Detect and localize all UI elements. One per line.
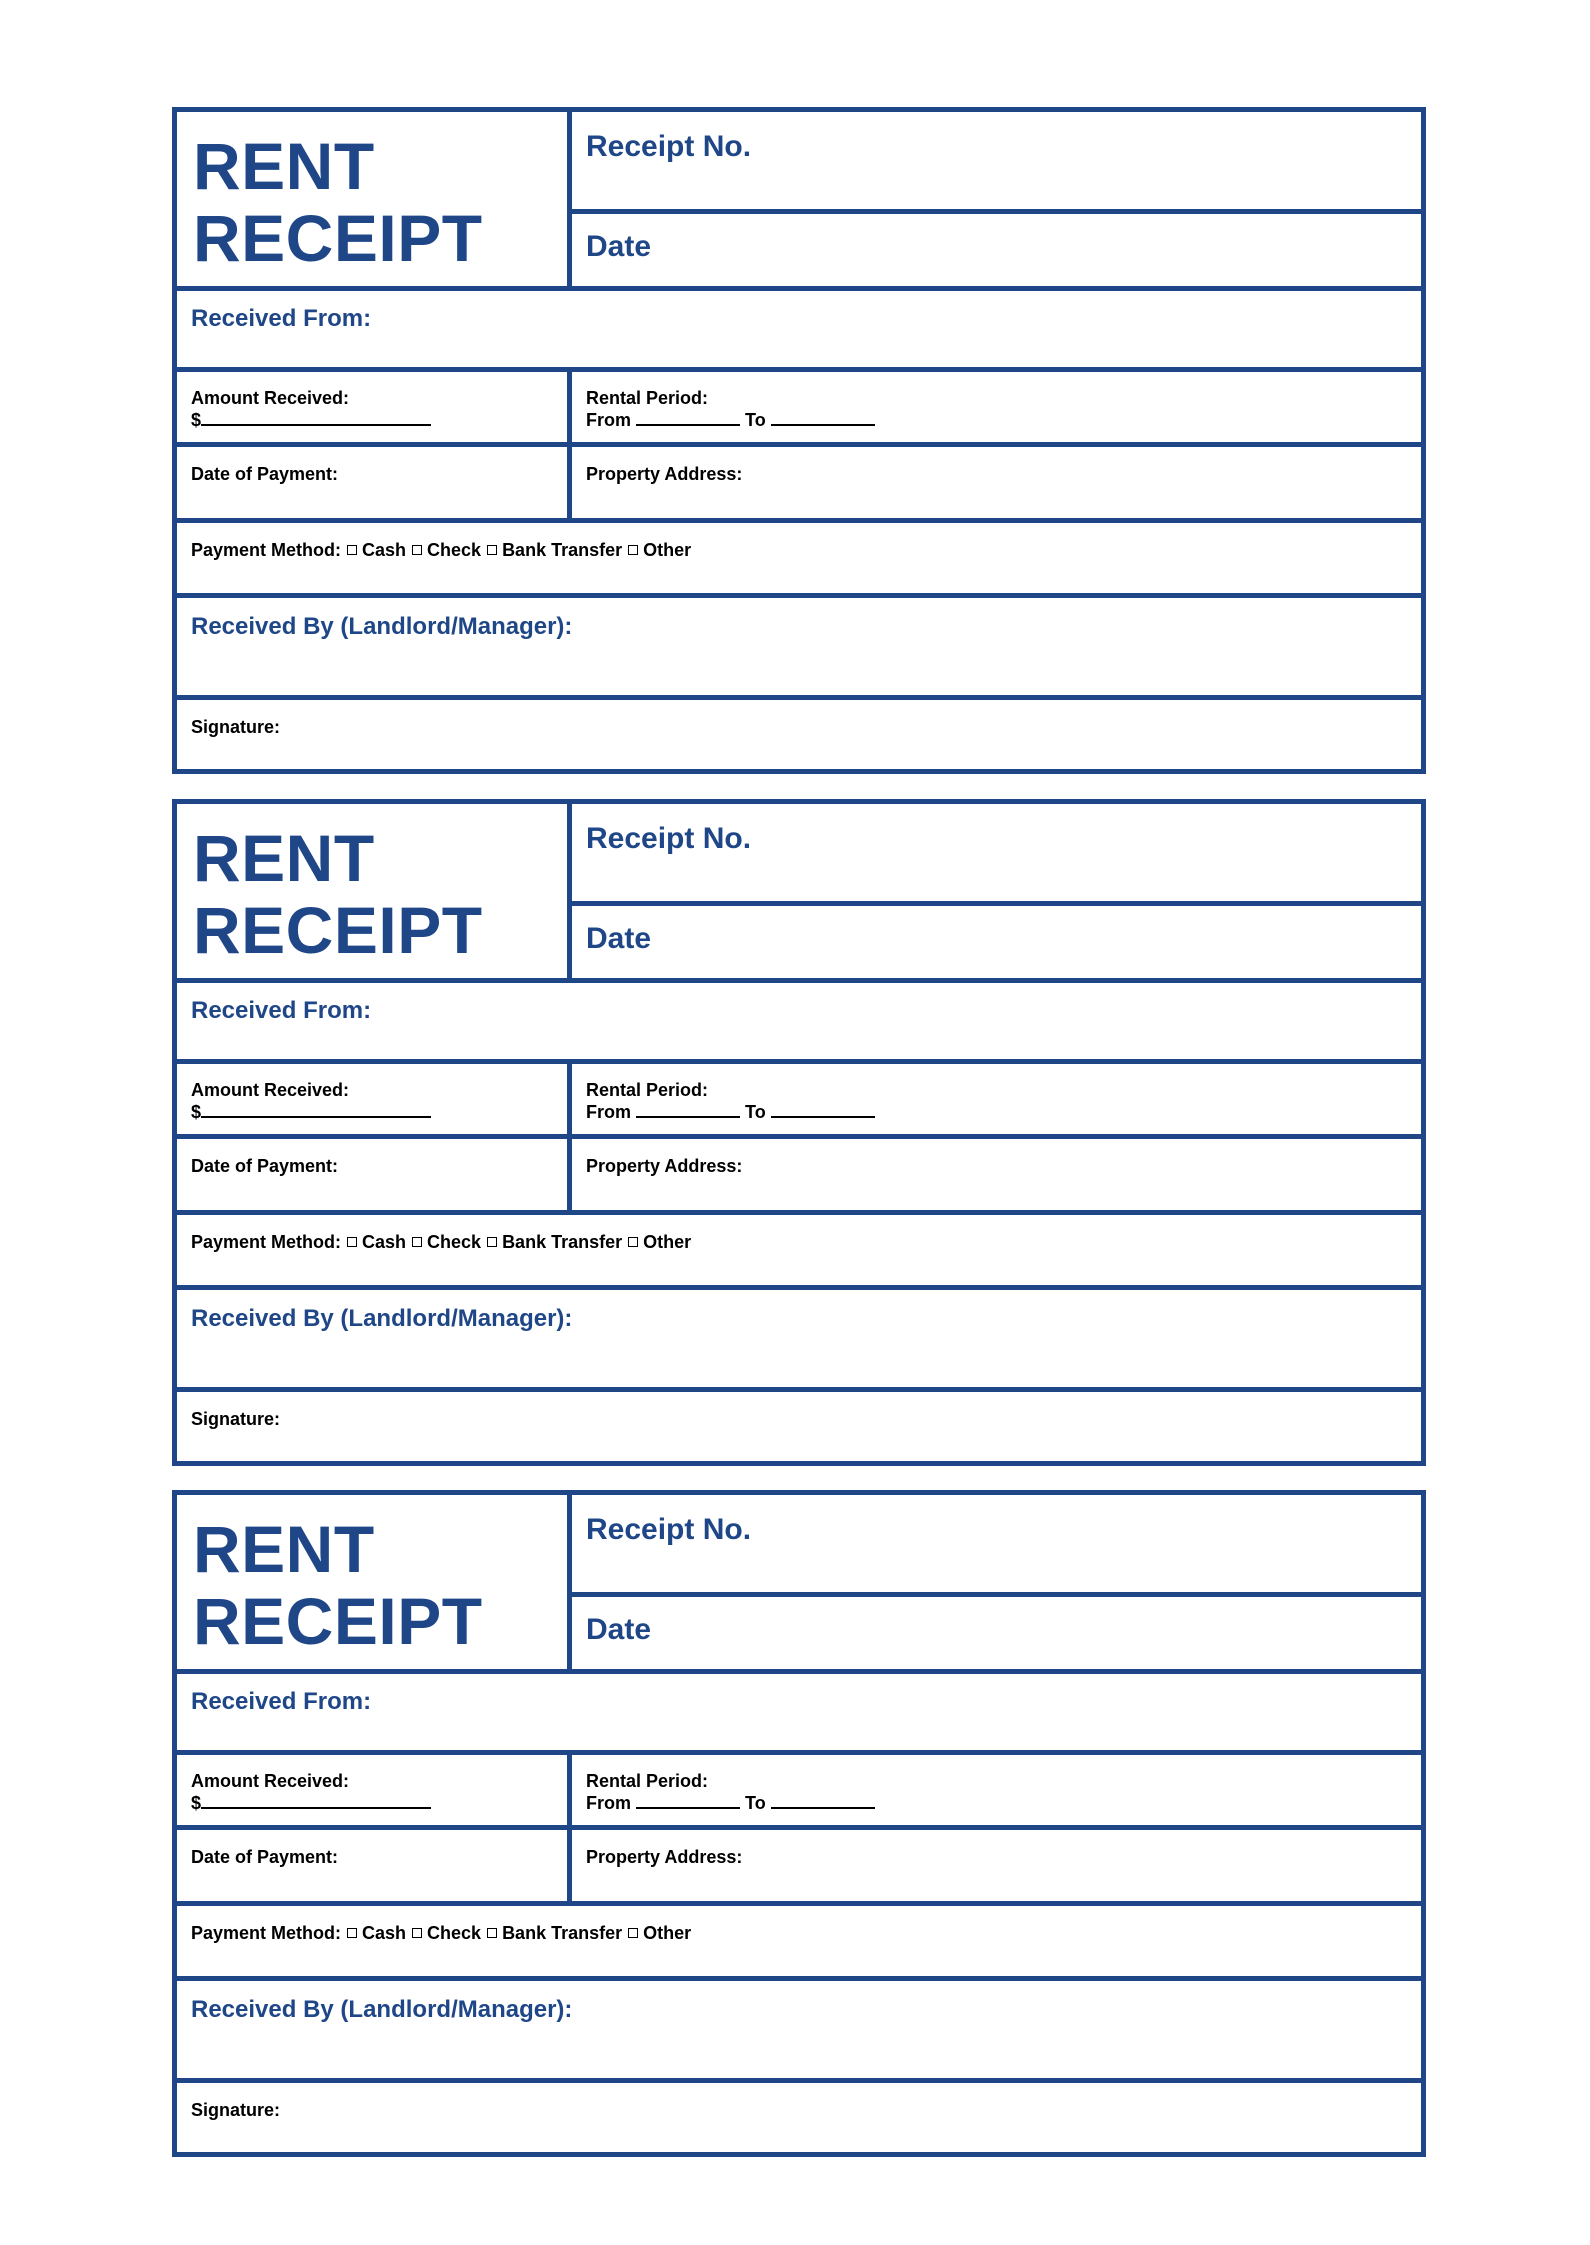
title-line: RENT [193,129,375,203]
received-by-label: Received By (Landlord/Manager): [191,1305,573,1332]
from-label: From [586,1793,631,1813]
option-other: Other [643,540,692,560]
divider [177,1976,1421,1981]
divider [567,112,572,286]
date-label: Date [586,922,652,955]
checkbox-other[interactable] [628,545,638,555]
date-of-payment-label: Date of Payment: [191,1156,339,1176]
rental-period-field [586,1770,875,1814]
to-blank [771,1793,875,1809]
signature-label: Signature: [191,1409,281,1429]
divider [567,1592,1421,1597]
checkbox-cash[interactable] [347,545,357,555]
divider [567,804,572,978]
rental-period-line [586,1101,875,1123]
currency-symbol: $ [191,1793,202,1813]
amount-line [191,409,431,431]
to-blank [771,410,875,426]
option-cash: Cash [362,1923,407,1943]
option-check: Check [427,540,482,560]
checkbox-other[interactable] [628,1928,638,1938]
amount-line [191,1101,431,1123]
amount-received-label: Amount Received: [191,388,350,408]
amount-received-label: Amount Received: [191,1771,350,1791]
received-from-label: Received From: [191,305,372,332]
checkbox-bank-transfer[interactable] [487,1928,497,1938]
divider [177,1669,1421,1674]
divider [177,593,1421,598]
to-blank [771,1102,875,1118]
from-label: From [586,410,631,430]
option-bank-transfer: Bank Transfer [502,1232,623,1252]
title-line: RENT [193,1512,375,1586]
checkbox-check[interactable] [412,1928,422,1938]
date-of-payment-label: Date of Payment: [191,464,339,484]
divider [177,1901,1421,1906]
receipt-title [193,1513,483,1657]
divider [177,695,1421,700]
divider [177,442,1421,447]
checkbox-cash[interactable] [347,1237,357,1247]
divider [177,1134,1421,1139]
divider [177,367,1421,372]
divider [177,1825,1421,1830]
rental-period-label: Rental Period: [586,1771,709,1791]
payment-method-label: Payment Method: [191,1923,342,1943]
option-cash: Cash [362,1232,407,1252]
received-from-label: Received From: [191,1688,372,1715]
option-cash: Cash [362,540,407,560]
date-label: Date [586,1613,652,1646]
payment-method-label: Payment Method: [191,1232,342,1252]
divider [567,901,1421,906]
rental-period-field [586,387,875,431]
checkbox-check[interactable] [412,545,422,555]
currency-symbol: $ [191,410,202,430]
title-line: RENT [193,821,375,895]
to-label: To [745,1102,766,1122]
amount-received-field [191,1770,431,1814]
title-line: RECEIPT [193,893,483,967]
option-bank-transfer: Bank Transfer [502,1923,623,1943]
payment-method-field [191,1922,691,1944]
amount-received-field [191,387,431,431]
date-label: Date [586,230,652,263]
checkbox-cash[interactable] [347,1928,357,1938]
checkbox-other[interactable] [628,1237,638,1247]
divider [177,978,1421,983]
checkbox-check[interactable] [412,1237,422,1247]
divider [177,518,1421,523]
rent-receipt-form [172,107,1426,774]
amount-received-field [191,1079,431,1123]
from-blank [636,1793,740,1809]
payment-method-field [191,539,691,561]
divider [567,1495,572,1669]
option-check: Check [427,1232,482,1252]
rent-receipt-form [172,799,1426,1466]
property-address-label: Property Address: [586,1156,743,1176]
received-by-label: Received By (Landlord/Manager): [191,1996,573,2023]
divider [177,1285,1421,1290]
rental-period-label: Rental Period: [586,1080,709,1100]
title-line: RECEIPT [193,201,483,275]
receipt-no-label: Receipt No. [586,1513,752,1546]
amount-blank [201,1793,431,1809]
received-from-label: Received From: [191,997,372,1024]
divider [177,1059,1421,1064]
option-other: Other [643,1923,692,1943]
title-line: RECEIPT [193,1584,483,1658]
to-label: To [745,1793,766,1813]
to-label: To [745,410,766,430]
property-address-label: Property Address: [586,464,743,484]
amount-received-label: Amount Received: [191,1080,350,1100]
checkbox-bank-transfer[interactable] [487,1237,497,1247]
receipt-title [193,130,483,274]
rental-period-line [586,1792,875,1814]
property-address-label: Property Address: [586,1847,743,1867]
rental-period-line [586,409,875,431]
divider [567,209,1421,214]
option-check: Check [427,1923,482,1943]
divider [177,1387,1421,1392]
receipt-no-label: Receipt No. [586,822,752,855]
amount-blank [201,410,431,426]
currency-symbol: $ [191,1102,202,1122]
rental-period-label: Rental Period: [586,388,709,408]
payment-method-label: Payment Method: [191,540,342,560]
from-label: From [586,1102,631,1122]
option-other: Other [643,1232,692,1252]
divider [177,286,1421,291]
divider [177,1750,1421,1755]
receipt-title [193,822,483,966]
divider [177,1210,1421,1215]
receipt-no-label: Receipt No. [586,130,752,163]
signature-label: Signature: [191,717,281,737]
option-bank-transfer: Bank Transfer [502,540,623,560]
divider [177,2078,1421,2083]
date-of-payment-label: Date of Payment: [191,1847,339,1867]
signature-label: Signature: [191,2100,281,2120]
checkbox-bank-transfer[interactable] [487,545,497,555]
from-blank [636,410,740,426]
payment-method-field [191,1231,691,1253]
received-by-label: Received By (Landlord/Manager): [191,613,573,640]
amount-blank [201,1102,431,1118]
rent-receipt-form [172,1490,1426,2157]
amount-line [191,1792,431,1814]
from-blank [636,1102,740,1118]
rental-period-field [586,1079,875,1123]
